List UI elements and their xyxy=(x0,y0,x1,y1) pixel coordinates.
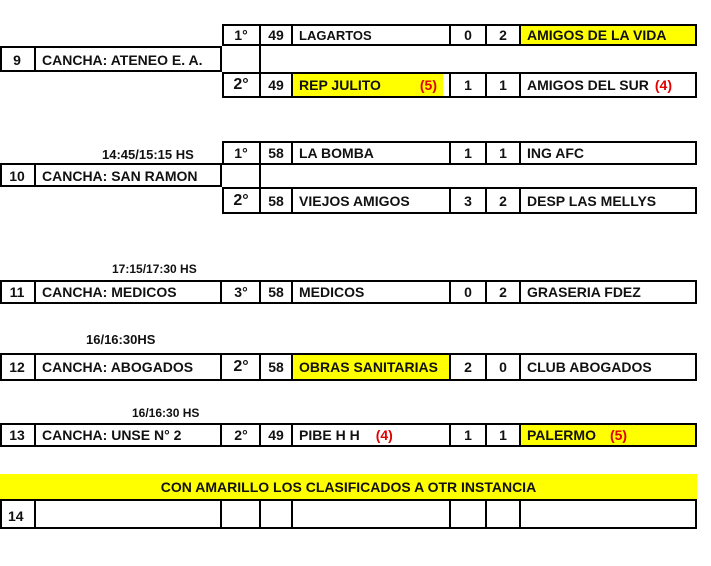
match-10-r1-away-team: ING AFC xyxy=(527,145,585,161)
match-10-r1-home-team: LA BOMBA xyxy=(299,145,374,161)
match-12-cancha: CANCHA: ABOGADOS xyxy=(42,359,194,375)
qualified-note-banner: CON AMARILLO LOS CLASIFICADOS A OTR INSTANCIA xyxy=(0,474,697,499)
match-9-r2-away-cell xyxy=(521,72,695,98)
match-12-home-team: OBRAS SANITARIAS xyxy=(293,355,449,379)
match-13-number: 13 xyxy=(9,427,25,443)
match-12-category: 58 xyxy=(268,359,284,375)
match-13-home-score: 1 xyxy=(464,427,472,443)
match-9-r1-home-score: 0 xyxy=(464,27,472,43)
match-13-home-team: PIBE H H xyxy=(299,427,360,443)
match-10-time: 14:45/15:15 HS xyxy=(102,147,194,162)
match-9-r1-away-team: AMIGOS DE LA VIDA xyxy=(521,26,695,44)
match-9-r2-away-penalties: (4) xyxy=(654,77,672,93)
match-9-r2-order: 2° xyxy=(233,76,249,93)
match-13-away-penalties: (5) xyxy=(609,427,628,443)
match-14-frame xyxy=(0,499,697,529)
match-11-cancha: CANCHA: MEDICOS xyxy=(42,284,177,300)
match-13-away-cell xyxy=(521,425,695,445)
match-13-home-cell xyxy=(293,423,449,447)
match-9-r1-home-team: LAGARTOS xyxy=(299,27,372,43)
match-12-home-score: 2 xyxy=(464,359,472,375)
match-9-r1-order: 1° xyxy=(234,27,248,43)
match-13-time: 16/16:30 HS xyxy=(132,406,200,420)
match-10-number: 10 xyxy=(9,168,25,184)
match-9-r1-away-score: 2 xyxy=(499,27,507,43)
match-10-r2-home-score: 3 xyxy=(464,192,472,209)
match-13-cancha: CANCHA: UNSE N° 2 xyxy=(42,427,182,443)
match-10-r1-away-score: 1 xyxy=(499,145,507,161)
match-9-r1-category: 49 xyxy=(268,27,284,43)
match-10-r2-category: 58 xyxy=(268,192,284,209)
match-14-number: 14 xyxy=(8,508,24,524)
match-10-r2-order: 2° xyxy=(233,191,249,209)
match-10-r1-category: 58 xyxy=(268,145,284,161)
match-13-home-penalties: (4) xyxy=(375,427,393,443)
match-9-r2-home-team: REP JULITO xyxy=(299,77,381,93)
match-9-r2-away-team: AMIGOS DEL SUR xyxy=(527,77,649,93)
match-9-number: 9 xyxy=(13,52,21,68)
match-11-number: 11 xyxy=(9,284,25,300)
match-10-r2-away-team: DESP LAS MELLYS xyxy=(527,192,657,209)
match-11-away-team: GRASERIA FDEZ xyxy=(527,284,641,300)
match-9-r2-home-penalties: (5) xyxy=(419,77,437,93)
match-9-cancha: CANCHA: ATENEO E. A. xyxy=(42,52,203,68)
match-9-r2-category: 49 xyxy=(268,77,284,93)
match-10-r1-order: 1° xyxy=(234,145,248,161)
match-11-home-team: MEDICOS xyxy=(299,284,365,300)
match-10-cancha: CANCHA: SAN RAMON xyxy=(42,168,198,184)
match-12-number: 12 xyxy=(9,359,25,375)
match-11-time: 17:15/17:30 HS xyxy=(112,262,197,276)
match-10-r2-home-team: VIEJOS AMIGOS xyxy=(299,192,410,209)
match-13-order: 2° xyxy=(234,427,248,443)
match-10-r2-away-score: 2 xyxy=(499,192,507,209)
match-9-r2-home-score: 1 xyxy=(464,77,472,93)
match-11-order: 3° xyxy=(234,284,248,300)
match-12-away-team: CLUB ABOGADOS xyxy=(527,359,652,375)
match-13-away-score: 1 xyxy=(499,427,507,443)
match-9-r2-home-cell xyxy=(293,74,443,96)
match-11-home-score: 0 xyxy=(464,284,472,300)
match-12-time: 16/16:30HS xyxy=(86,332,156,347)
match-13-category: 49 xyxy=(268,427,284,443)
match-11-away-score: 2 xyxy=(499,284,507,300)
match-11-category: 58 xyxy=(268,284,284,300)
match-13-away-team: PALERMO xyxy=(527,427,596,443)
match-9-r2-away-score: 1 xyxy=(499,77,507,93)
match-10-r1-home-score: 1 xyxy=(464,145,472,161)
match-12-order: 2° xyxy=(233,358,249,375)
match-12-away-score: 0 xyxy=(499,359,507,375)
